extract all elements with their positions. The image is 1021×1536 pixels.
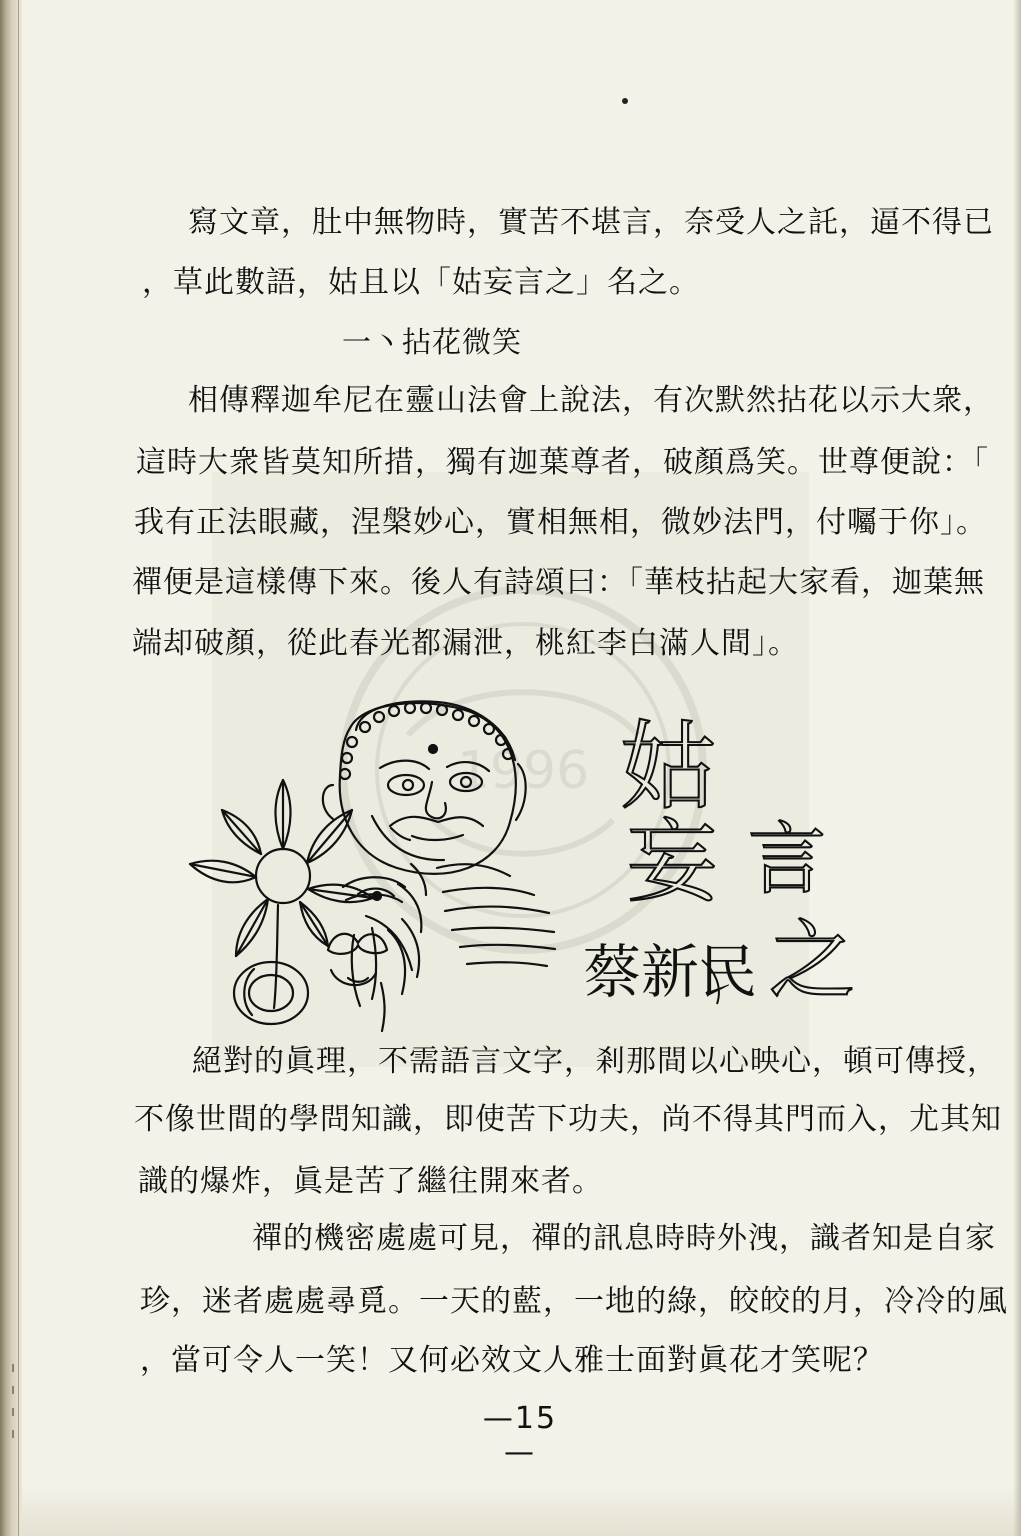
paragraph-2-line-5: 端却破顏，從此春光都漏泄，桃紅李白滿人間」。 bbox=[132, 626, 799, 661]
paragraph-2-line-4: 禪便是這樣傳下來。後人有詩頌曰：「華枝拈起大家看，迦葉無 bbox=[132, 565, 985, 600]
buddha-flower-illustration bbox=[182, 690, 572, 1040]
spine-tick-marks bbox=[10, 1362, 16, 1452]
paragraph-2-line-2: 這時大衆皆莫知所措，獨有迦葉尊者，破顏爲笑。世尊便說：「 bbox=[136, 445, 989, 480]
paragraph-3-line-2: 不像世間的學問知識，即使苦下功夫，尚不得其門而入，尤其知 bbox=[134, 1102, 1002, 1137]
artist-signature: 蔡新民 bbox=[582, 938, 758, 1006]
paragraph-1-line-2: ，草此數語，姑且以「姑妄言之」名之。 bbox=[142, 265, 700, 300]
paragraph-3-line-1: 絕對的眞理，不需語言文字，剎那間以心映心，頓可傳授， bbox=[192, 1044, 998, 1079]
paragraph-3-line-3: 識的爆炸，眞是苦了繼往開來者。 bbox=[138, 1164, 603, 1199]
spine-edge-line bbox=[18, 0, 19, 1536]
watermark-year-text: 1996 bbox=[456, 741, 590, 801]
calligraphy-character-2: 妄 bbox=[627, 810, 717, 915]
paragraph-1-line-1: 寫文章，肚中無物時，實苦不堪言，奈受人之託，逼不得已 bbox=[188, 205, 994, 240]
paragraph-4-line-3: ，當可令人一笑！又何必效文人雅士面對眞花才笑呢？ bbox=[140, 1343, 884, 1378]
calligraphy-character-1: 姑 bbox=[620, 711, 716, 823]
page-right-edge bbox=[1013, 0, 1021, 1536]
calligraphy-character-3: 言 bbox=[747, 815, 827, 905]
section-heading: 一丶拈花微笑 bbox=[342, 325, 523, 359]
calligraphy-artwork bbox=[582, 711, 878, 1014]
paragraph-4-line-1: 禪的機密處處可見，禪的訊息時時外洩，識者知是自家 bbox=[252, 1221, 996, 1256]
paragraph-4-line-2: 珍，迷者處處尋覓。一天的藍，一地的綠，皎皎的月，冷冷的風 bbox=[140, 1284, 1008, 1319]
paragraph-2-line-1: 相傳釋迦牟尼在靈山法會上說法，有次默然拈花以示大衆， bbox=[188, 383, 994, 418]
paragraph-2-line-3: 我有正法眼藏，涅槃妙心，實相無相，微妙法門，付囑于你」。 bbox=[134, 505, 987, 540]
ink-speck bbox=[622, 98, 628, 104]
paper-age-shadow bbox=[22, 1486, 1021, 1536]
calligraphy-character-4: 之 bbox=[769, 911, 855, 1011]
page-number: —15— bbox=[482, 1401, 558, 1470]
